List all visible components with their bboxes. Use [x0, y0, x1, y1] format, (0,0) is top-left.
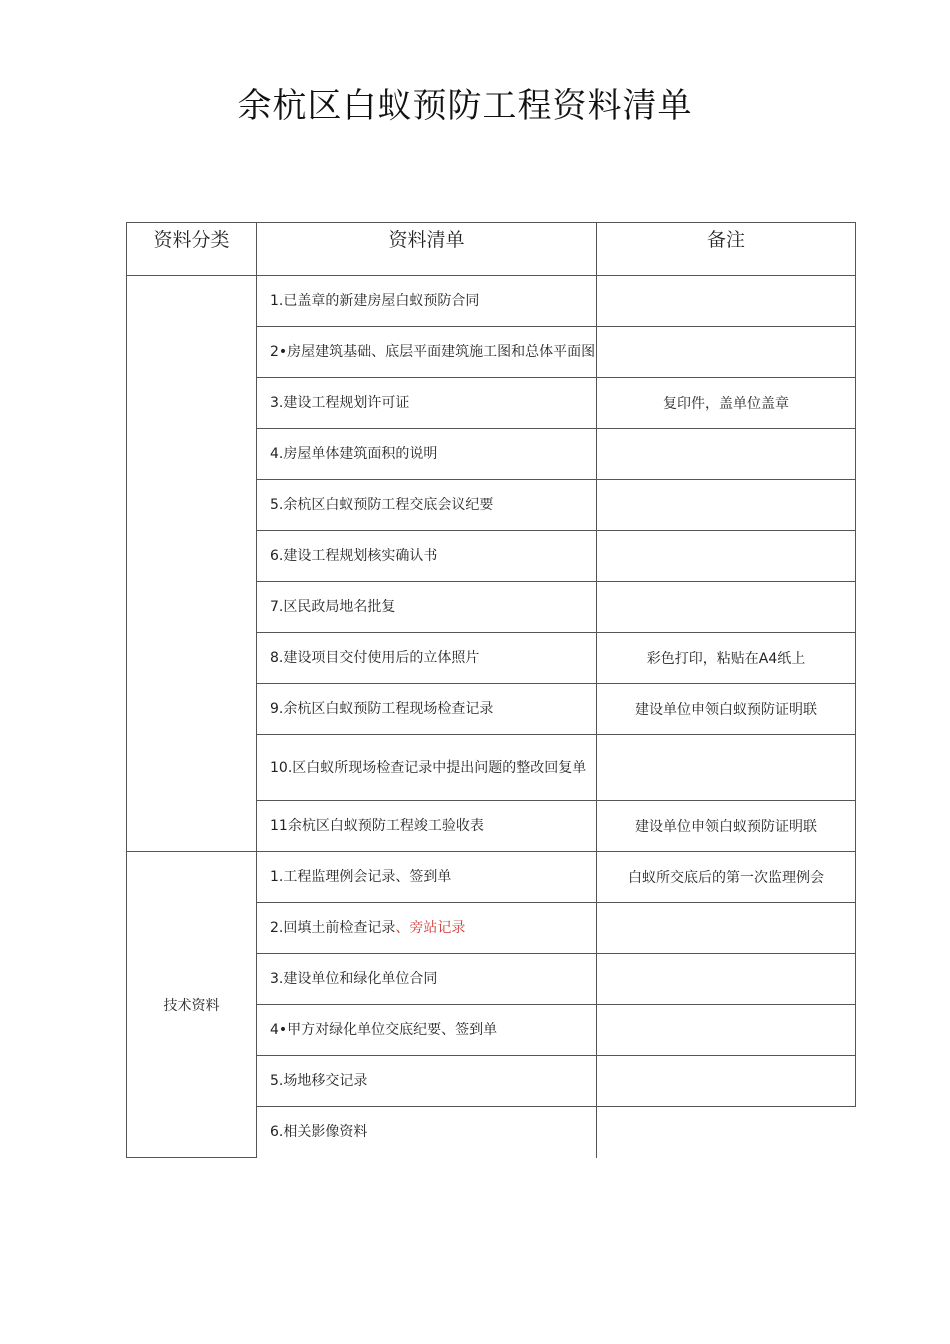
item-note [597, 276, 856, 327]
item-text: 8.建设项目交付使用后的立体照片 [257, 633, 597, 684]
item-text: 7.区民政局地名批复 [257, 582, 597, 633]
item-text: 6.相关影像资料 [257, 1107, 597, 1158]
item-note [597, 1107, 856, 1158]
item-text: 2.回填土前检查记录 [270, 920, 396, 936]
header-category: 资料分类 [127, 223, 257, 276]
materials-table [126, 222, 856, 1158]
item-text: 6.建设工程规划核实确认书 [257, 531, 597, 582]
item-note [597, 327, 856, 378]
item-text: 10.区白蚁所现场检查记录中提出问题的整改回复单 [257, 735, 597, 801]
item-text: 11余杭区白蚁预防工程竣工验收表 [257, 801, 597, 852]
item-note [597, 480, 856, 531]
item-text: 3.建设工程规划许可证 [257, 378, 597, 429]
item-note [597, 903, 856, 954]
header-note: 备注 [597, 223, 856, 276]
item-text: 9.余杭区白蚁预防工程现场检查记录 [257, 684, 597, 735]
item-note: 建设单位申领白蚁预防证明联 [597, 684, 856, 735]
item-note: 建设单位申领白蚁预防证明联 [597, 801, 856, 852]
item-text: 4.房屋单体建筑面积的说明 [257, 429, 597, 480]
item-note [597, 1005, 856, 1056]
item-text-highlight: 、旁站记录 [395, 920, 466, 936]
item-note: 彩色打印，粘贴在A4纸上 [597, 633, 856, 684]
item-note [597, 582, 856, 633]
item-text: 4•甲方对绿化单位交底纪要、签到单 [257, 1005, 597, 1056]
item-text-cell [257, 903, 597, 954]
table-row [127, 276, 856, 327]
category-cell [127, 276, 257, 852]
item-note: 复印件，盖单位盖章 [597, 378, 856, 429]
page-title: 余杭区白蚁预防工程资料清单 [237, 86, 693, 126]
item-note [597, 531, 856, 582]
category-cell: 技术资料 [127, 852, 257, 1158]
item-text: 5.场地移交记录 [257, 1056, 597, 1107]
table-row [127, 852, 856, 903]
item-text: 2•房屋建筑基础、底层平面建筑施工图和总体平面图 [257, 327, 597, 378]
item-note: 白蚁所交底后的第一次监理例会 [597, 852, 856, 903]
item-note [597, 1056, 856, 1107]
item-note [597, 954, 856, 1005]
item-note [597, 429, 856, 480]
item-text: 5.余杭区白蚁预防工程交底会议纪要 [257, 480, 597, 531]
item-text: 1.已盖章的新建房屋白蚁预防合同 [257, 276, 597, 327]
item-text: 3.建设单位和绿化单位合同 [257, 954, 597, 1005]
table-header-row [127, 223, 856, 276]
header-list: 资料清单 [257, 223, 597, 276]
item-note [597, 735, 856, 801]
item-text: 1.工程监理例会记录、签到单 [257, 852, 597, 903]
